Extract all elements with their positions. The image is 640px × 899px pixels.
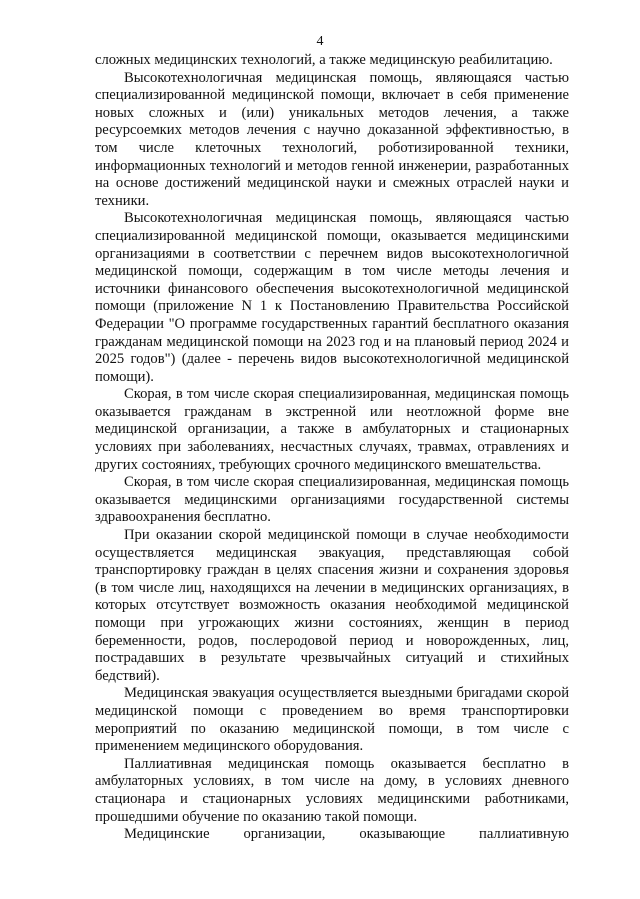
document-body [95,52,569,844]
page-number: 4 [316,34,324,49]
paragraph-emergency-care-free: Скорая, в том числе скорая специализированная, медицинская помощь оказывается медицинскими организациями государственной системы здравоохранения бесплатно. [95,474,569,526]
paragraph-high-tech-care-definition: Высокотехнологичная медицинская помощь, являющаяся частью специализированной медицинской помощи, включает в себя применение новых сложных и (или) уникальных методов лечения, а также ресурсоемких методов лечения с научно доказанной эффективностью, в том числе клеточных технологий, роботизированной техники, информационных технологий и методов генной инженерии, разработанных на основе достижений медицинской науки и смежных отраслей науки и техники. [95,69,569,209]
paragraph-palliative-organizations: Медицинские организации, оказывающие паллиативную [124,826,569,843]
paragraph-evacuation-teams: Медицинская эвакуация осуществляется выездными бригадами скорой медицинской помощи с проведением во время транспортировки мероприятий по оказанию медицинской помощи, в том числе с применением медицинского оборудования. [95,685,569,755]
paragraph-emergency-care: Скорая, в том числе скорая специализированная, медицинская помощь оказывается гражданам в экстренной или неотложной форме вне медицинской организации, а также в амбулаторных и стационарных условиях при заболеваниях, несчастных случаях, травмах, отравлениях и других состояниях, требующих срочного медицинского вмешательства. [95,386,569,473]
paragraph-palliative-care: Паллиативная медицинская помощь оказывается бесплатно в амбулаторных условиях, в том числе на дому, в условиях дневного стационара и стационарных условиях медицинскими работниками, прошедшими обучение по оказанию такой помощи. [95,755,569,825]
paragraph-high-tech-care-provision: Высокотехнологичная медицинская помощь, являющаяся частью специализированной медицинской помощи, оказывается медицинскими организациями в соответствии с перечнем видов высокотехнологичной медицинской помощи, содержащим в том числе методы лечения и источники финансового обеспечения высокотехнологичной медицинской помощи (приложение N 1 к Постановлению Правительства Российской Федерации "О программе государственных гарантий бесплатного оказания гражданам медицинской помощи на 2023 год и на плановый период 2024 и 2025 годов") (далее - перечень видов высокотехнологичной медицинской помощи). [95,210,569,385]
paragraph-medical-evacuation: При оказании скорой медицинской помощи в случае необходимости осуществляется медицинская эвакуация, представляющая собой транспортировку граждан в целях спасения жизни и сохранения здоровья (в том числе лиц, находящихся на лечении в медицинских организациях, в которых отсутствует возможность оказания необходимой медицинской помощи при угрожающих жизни состояниях, женщин в период беременности, родов, послеродовой период и новорожденных, лиц, пострадавших в результате чрезвычайных ситуаций и стихийных бедствий). [95,527,569,684]
paragraph-continuation: сложных медицинских технологий, а также медицинскую реабилитацию. [95,52,553,68]
